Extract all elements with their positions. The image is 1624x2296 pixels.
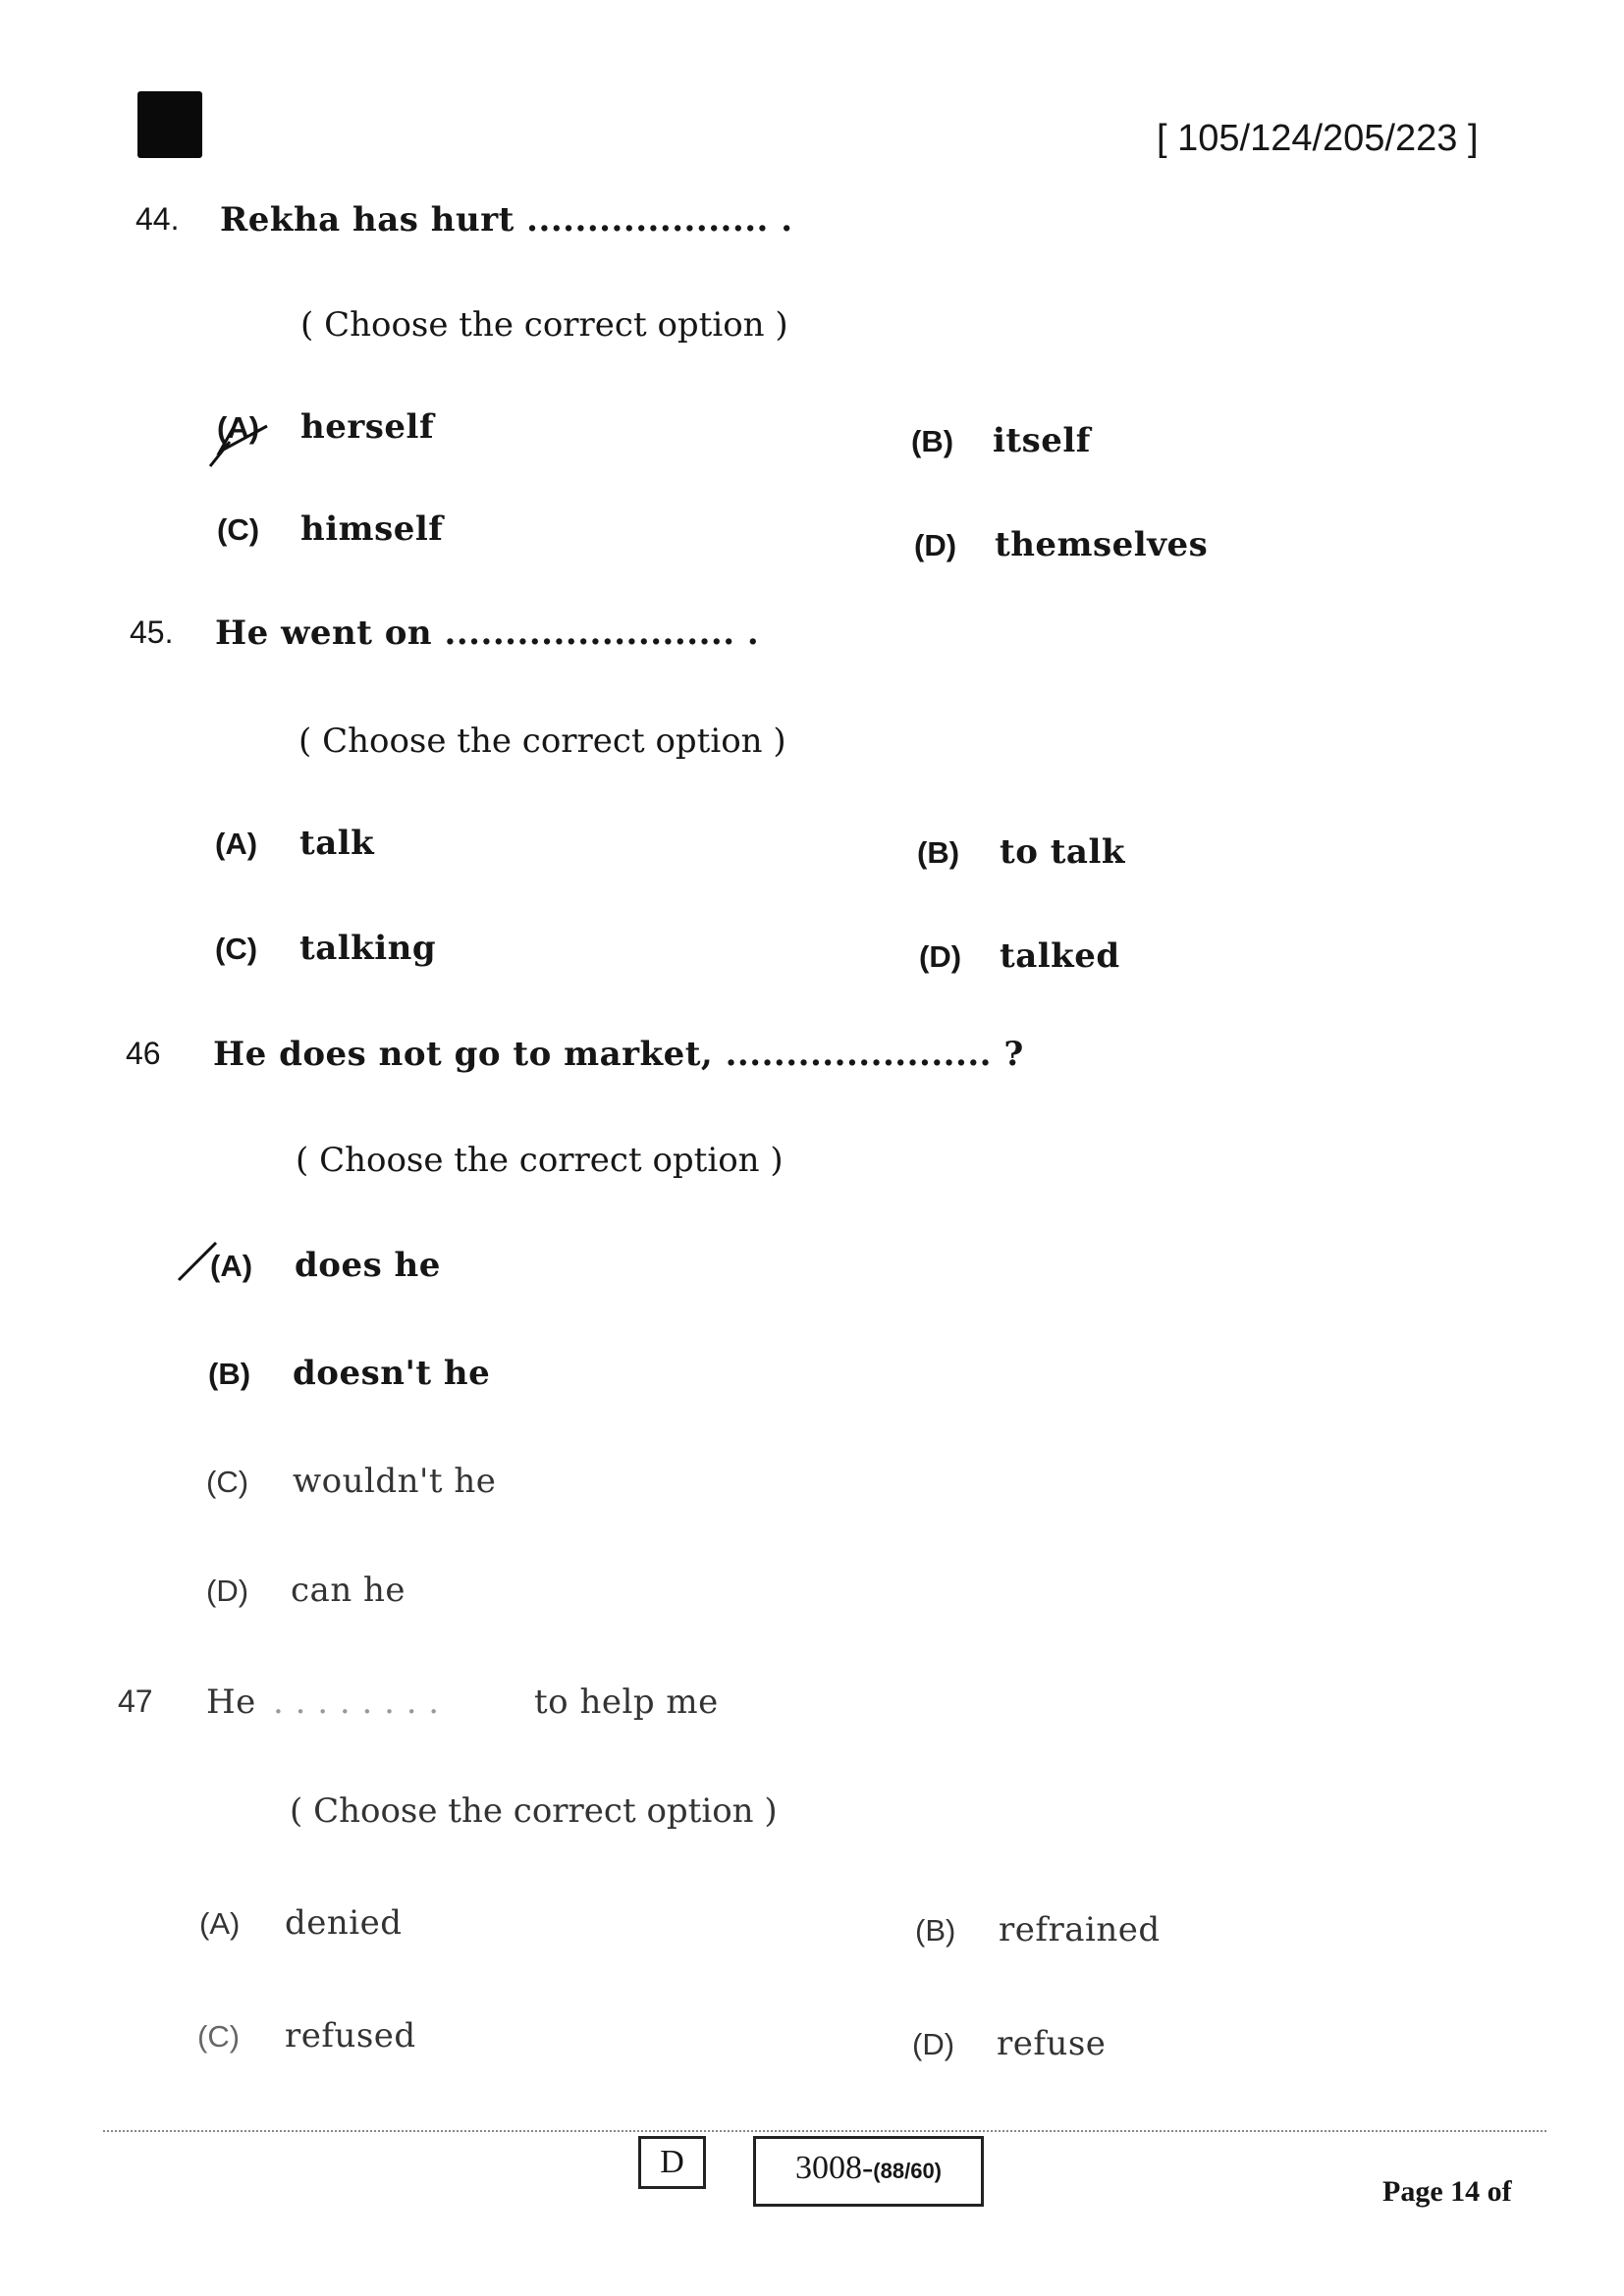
option-text: himself: [300, 509, 444, 549]
question-stem: He does not go to market, ...................... ?: [213, 1035, 1024, 1074]
question-number: 44.: [135, 201, 180, 237]
checkmark-icon: [208, 412, 277, 471]
question-stem-start: He: [206, 1682, 256, 1722]
option-label: (D): [206, 1574, 249, 1608]
option-text: itself: [993, 421, 1091, 460]
option-text: refuse: [997, 2024, 1107, 2063]
paper-sub-code: (88/60): [873, 2159, 943, 2183]
option-label: (B): [917, 835, 960, 870]
footer-divider: [103, 2130, 1546, 2132]
option-label: (A): [217, 410, 260, 445]
option-text: talk: [299, 824, 375, 863]
question-number: 46: [126, 1036, 161, 1071]
option-label: (C): [197, 2019, 241, 2054]
option-text: talked: [1000, 936, 1120, 976]
option-label: (B): [915, 1913, 956, 1948]
option-label: (B): [911, 424, 954, 458]
set-badge: [137, 91, 202, 158]
option-label: (B): [208, 1357, 251, 1391]
option-text: denied: [285, 1903, 403, 1943]
option-label: (C): [215, 932, 258, 966]
option-label: (C): [206, 1465, 249, 1499]
question-stem: Rekha has hurt .................... .: [220, 200, 793, 240]
option-text: doesn't he: [293, 1354, 491, 1393]
option-label: (C): [217, 512, 260, 547]
option-label: (D): [912, 2027, 955, 2061]
option-text: herself: [300, 407, 435, 447]
option-label: (A): [199, 1906, 241, 1941]
option-label: (A): [210, 1249, 253, 1283]
option-text: does he: [295, 1246, 441, 1285]
option-text: can he: [291, 1571, 406, 1610]
set-code: D: [660, 2144, 684, 2180]
option-label: (D): [914, 528, 957, 562]
paper-code: 3008-: [794, 2150, 874, 2186]
option-text: wouldn't he: [293, 1462, 497, 1501]
paper-code-header: [ 105/124/205/223 ]: [1157, 118, 1479, 159]
option-label: (D): [919, 939, 962, 974]
question-stem-end: to help me: [534, 1682, 719, 1722]
option-label: (A): [215, 827, 258, 861]
paper-code-box: [753, 2136, 984, 2207]
question-instruction: ( Choose the correct option ): [296, 1141, 784, 1180]
question-instruction: ( Choose the correct option ): [298, 721, 786, 761]
option-text: to talk: [1000, 832, 1125, 872]
option-text: talking: [299, 929, 437, 968]
question-instruction: ( Choose the correct option ): [290, 1791, 778, 1831]
question-instruction: ( Choose the correct option ): [300, 305, 788, 345]
question-stem: He went on ........................ .: [215, 614, 760, 653]
set-code-box: [638, 2136, 706, 2189]
question-number: 47: [118, 1683, 153, 1719]
option-text: refrained: [999, 1910, 1161, 1949]
page-number: Page 14 of: [1382, 2175, 1512, 2208]
option-text: themselves: [995, 525, 1209, 564]
option-text: refused: [285, 2016, 416, 2056]
question-number: 45.: [130, 614, 174, 650]
question-blank: . . . . . . . .: [273, 1682, 440, 1722]
